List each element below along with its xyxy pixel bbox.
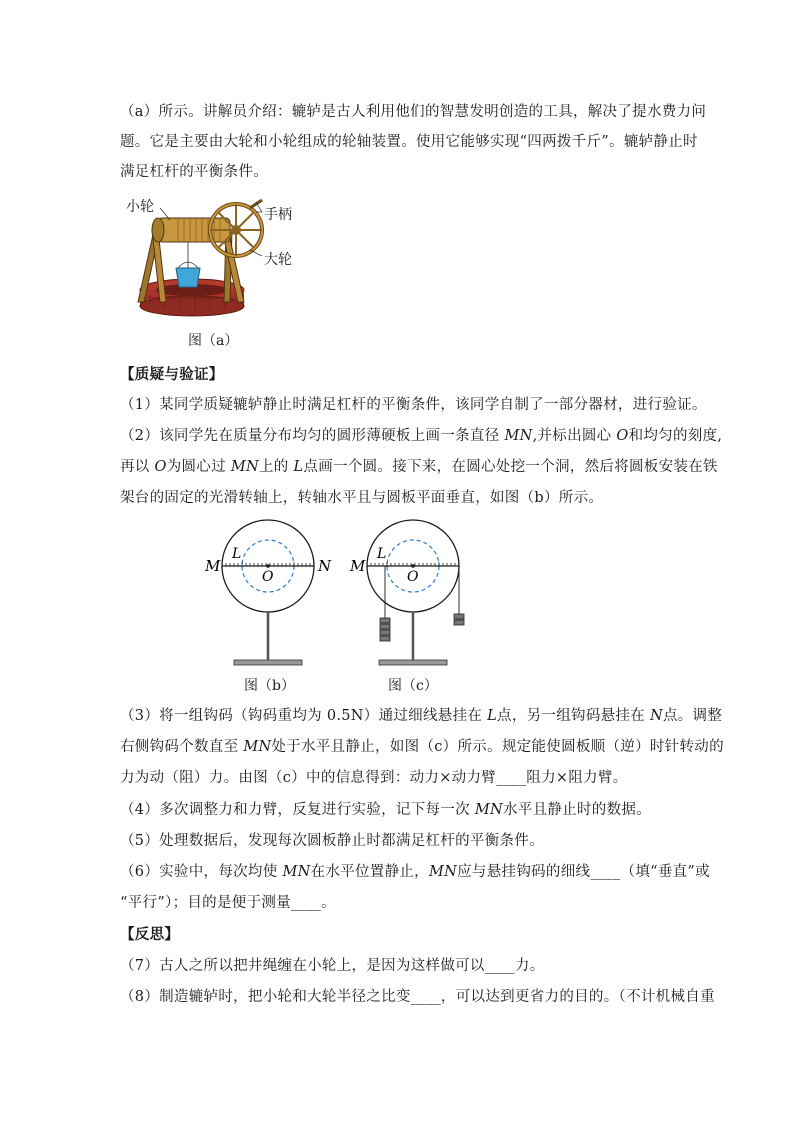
step-1: （1）某同学质疑辘轳静止时满足杠杆的平衡条件，该同学自制了一部分器材，进行验证。 bbox=[120, 397, 707, 413]
step-7: （7）古人之所以把井绳缠在小轮上，是因为这样做可以____力。 bbox=[120, 958, 545, 974]
section-heading: 【反思】 bbox=[120, 926, 180, 943]
label-O: O bbox=[262, 569, 274, 585]
label-L: L bbox=[377, 546, 387, 562]
label-O: O bbox=[407, 569, 419, 585]
label-N: N bbox=[318, 557, 332, 575]
paragraph-line: 满足杠杆的平衡条件。 bbox=[120, 164, 268, 180]
label-small-wheel: 小轮 bbox=[126, 199, 154, 215]
figure-c-diagram bbox=[349, 520, 464, 665]
label-M: M bbox=[350, 557, 366, 575]
disk-apparatus-figures bbox=[196, 518, 486, 678]
step-2-line-1: （2）该同学先在质量分布均匀的圆形薄硬板上画一条直径 MN,并标出圆心 O和均匀的刻度, bbox=[120, 428, 723, 444]
step-3-line-1: （3）将一组钩码（钩码重均为 0.5N）通过细线悬挂在 L点，另一组钩码悬挂在 N点。调整 bbox=[120, 708, 723, 724]
label-M: M bbox=[205, 557, 221, 575]
paragraph-line: （a）所示。讲解员介绍：辘轳是古人利用他们的智慧发明创造的工具，解决了提水费力问 bbox=[120, 104, 707, 120]
step-6-line-2: “平行”）；目的是便于测量____。 bbox=[120, 895, 336, 911]
step-4: （4）多次调整力和力臂，反复进行实验，记下每一次 MN水平且静止时的数据。 bbox=[120, 802, 651, 818]
paragraph-line: 题。它是主要由大轮和小轮组成的轮轴装置。使用它能够实现“四两拨千斤”。辘轳静止时 bbox=[120, 134, 698, 150]
step-2-line-2: 再以 O为圆心过 MN上的 L点画一个圆。接下来，在圆心处挖一个洞，然后将圆板安装在铁 bbox=[120, 459, 718, 475]
step-5: （5）处理数据后，发现每次圆板静止时都满足杠杆的平衡条件。 bbox=[120, 833, 544, 849]
step-2-line-3: 架台的固定的光滑转轴上，转轴水平且与圆板平面垂直，如图（b）所示。 bbox=[120, 490, 604, 506]
step-3-line-2: 右侧钩码个数直至 MN处于水平且静止，如图（c）所示。规定能使圆板顺（逆）时针转动的 bbox=[120, 739, 724, 755]
figure-b-caption: 图（b） bbox=[244, 678, 295, 694]
figure-a-caption: 图（a） bbox=[188, 333, 239, 349]
label-big-wheel: 大轮 bbox=[264, 252, 292, 268]
section-heading: 【质疑与验证】 bbox=[120, 366, 224, 383]
step-6-line-1: （6）实验中，每次均使 MN在水平位置静止，MN应与悬挂钩码的细线____（填“垂直”或 bbox=[120, 864, 710, 880]
label-handle: 手柄 bbox=[264, 207, 292, 223]
figure-b-diagram bbox=[204, 520, 332, 665]
figure-c-caption: 图（c） bbox=[388, 678, 438, 694]
step-3-line-3: 力为动（阻）力。由图（c）中的信息得到：动力×动力臂____阻力×阻力臂。 bbox=[120, 770, 628, 786]
step-8: （8）制造辘轳时，把小轮和大轮半径之比变____，可以达到更省力的目的。（不计机械自重 bbox=[120, 989, 715, 1005]
label-L: L bbox=[232, 546, 242, 562]
